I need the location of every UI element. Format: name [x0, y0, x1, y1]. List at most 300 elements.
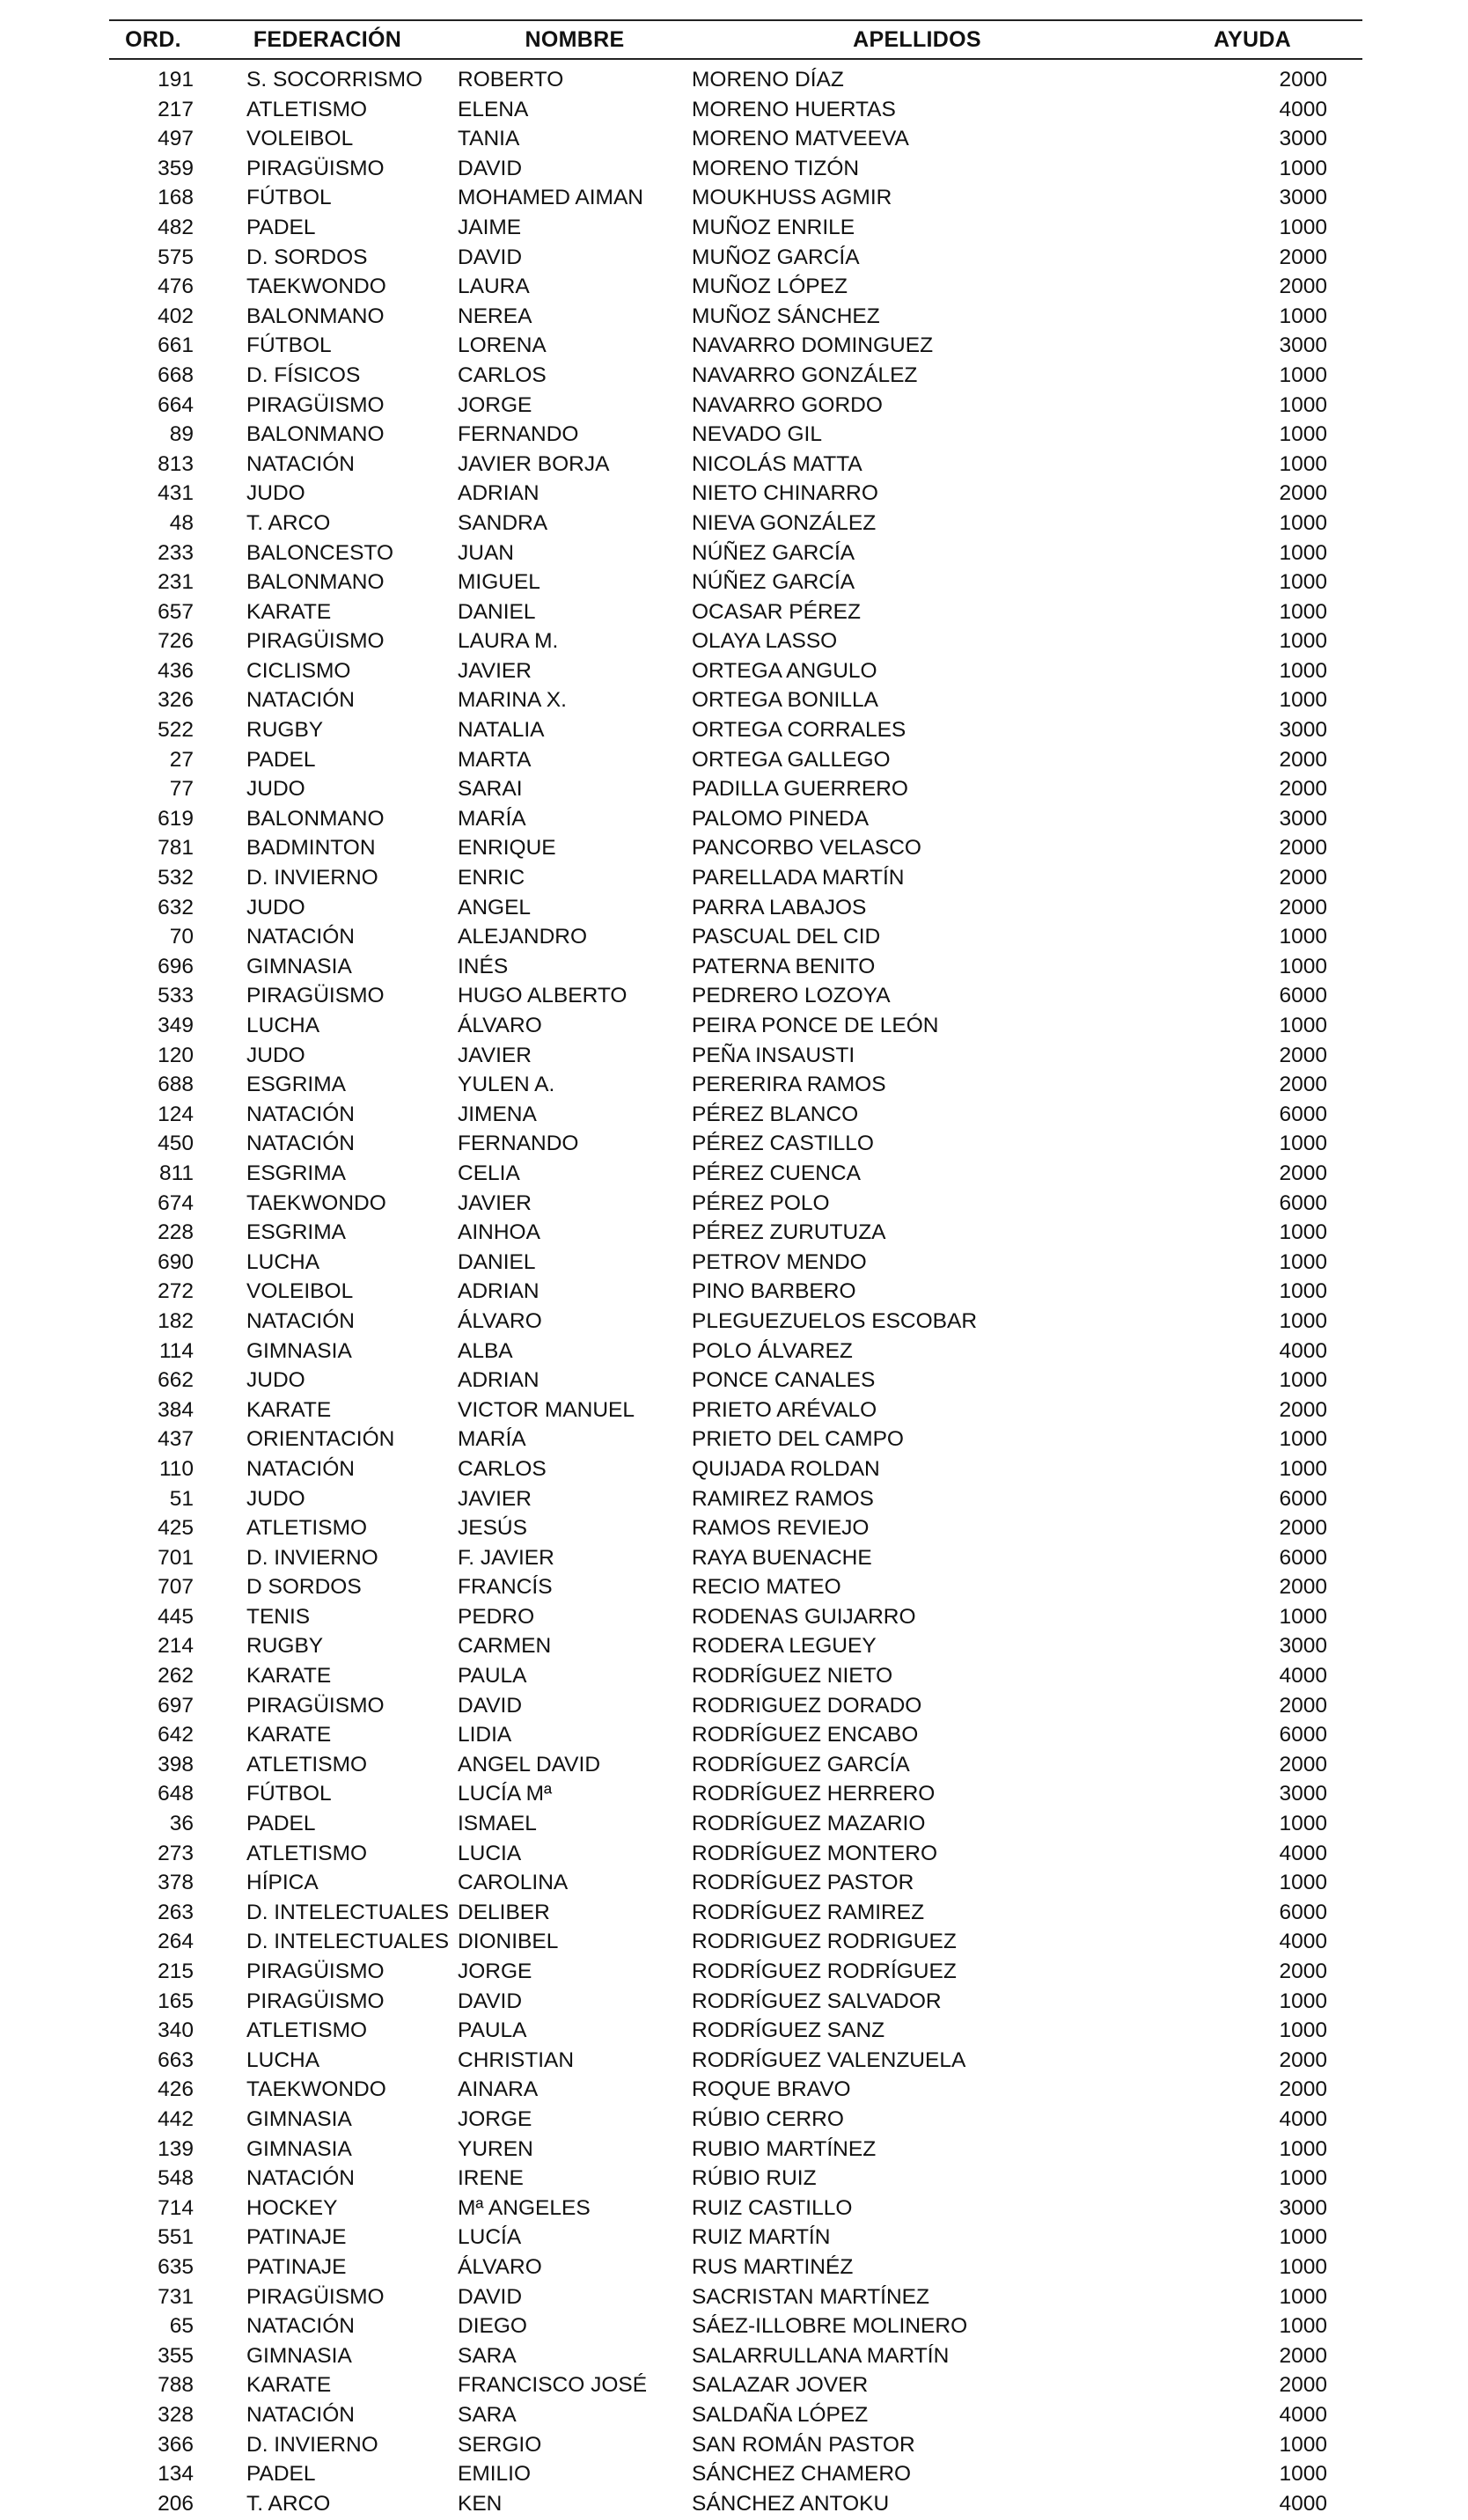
table-row [109, 538, 1362, 568]
cell-ayuda: 1000 [1279, 2136, 1327, 2161]
cell-nombre: SANDRA [458, 510, 548, 535]
cell-nombre: ADRIAN [458, 481, 539, 506]
cell-federacion: NATACIÓN [246, 688, 355, 713]
cell-nombre: ÁLVARO [458, 1308, 542, 1333]
cell-federacion: BALONMANO [246, 304, 385, 328]
cell-ord: 110 [158, 1456, 194, 1481]
cell-ayuda: 6000 [1279, 1190, 1327, 1215]
cell-ayuda: 1000 [1279, 1279, 1327, 1304]
cell-ayuda: 3000 [1279, 2195, 1327, 2220]
cell-ord: 134 [158, 2462, 194, 2487]
cell-nombre: CAROLINA [458, 1871, 569, 1895]
cell-ayuda: 1000 [1279, 510, 1327, 535]
cell-federacion: NATACIÓN [246, 451, 355, 476]
cell-ord: 51 [169, 1486, 194, 1511]
cell-nombre: JUAN [458, 540, 514, 565]
cell-nombre: DIEGO [458, 2314, 527, 2339]
cell-apellidos: RODRIGUEZ RODRIGUEZ [692, 1930, 957, 1954]
cell-apellidos: RODRÍGUEZ RODRÍGUEZ [692, 1960, 957, 1983]
cell-ord: 262 [158, 1664, 194, 1689]
table-row [109, 1602, 1362, 1632]
table-row [109, 1484, 1362, 1514]
cell-apellidos: NIEVA GONZÁLEZ [692, 510, 877, 535]
cell-ayuda: 2000 [1279, 1043, 1327, 1067]
cell-federacion: PADEL [246, 1812, 316, 1836]
cell-federacion: PATINAJE [246, 2225, 347, 2250]
cell-nombre: MARINA X. [458, 688, 567, 713]
cell-federacion: KARATE [246, 599, 332, 624]
cell-ayuda: 1000 [1279, 1249, 1327, 1274]
cell-ord: 664 [158, 392, 194, 417]
cell-apellidos: RUIZ CASTILLO [692, 2195, 853, 2220]
cell-ayuda: 2000 [1279, 777, 1327, 802]
cell-nombre: JORGE [458, 2106, 532, 2131]
cell-ord: 632 [158, 895, 194, 919]
table-row [109, 2370, 1362, 2400]
table-row [109, 1248, 1362, 1278]
cell-apellidos: SALARRULLANA MARTÍN [692, 2343, 950, 2368]
cell-apellidos: SACRISTAN MARTÍNEZ [692, 2284, 929, 2309]
cell-nombre: Mª ANGELES [458, 2195, 591, 2220]
cell-nombre: ADRIAN [458, 1279, 539, 1304]
cell-ord: 668 [158, 363, 194, 387]
cell-federacion: PIRAGÜISMO [246, 1693, 385, 1718]
cell-apellidos: PONCE CANALES [692, 1368, 876, 1393]
cell-ayuda: 1000 [1279, 451, 1327, 476]
cell-ayuda: 1000 [1279, 304, 1327, 328]
cell-ord: 497 [158, 127, 194, 151]
table-row [109, 2400, 1362, 2430]
cell-nombre: ALEJANDRO [458, 925, 588, 949]
cell-ayuda: 3000 [1279, 186, 1327, 210]
cell-federacion: PADEL [246, 747, 316, 772]
cell-nombre: JAVIER [458, 1486, 532, 1511]
cell-ord: 635 [158, 2254, 194, 2279]
cell-nombre: LAURA M. [458, 629, 559, 654]
cell-apellidos: ORTEGA BONILLA [692, 688, 878, 713]
cell-ayuda: 3000 [1279, 1634, 1327, 1659]
cell-apellidos: RUBIO MARTÍNEZ [692, 2136, 877, 2161]
cell-ayuda: 1000 [1279, 2462, 1327, 2487]
cell-federacion: NATACIÓN [246, 1308, 355, 1333]
table-row [109, 1927, 1362, 1957]
table-row [109, 1218, 1362, 1248]
cell-nombre: ALBA [458, 1338, 513, 1363]
cell-ord: 398 [158, 1752, 194, 1776]
cell-federacion: LUCHA [246, 1014, 320, 1037]
cell-federacion: D. INTELECTUALES [246, 1900, 450, 1924]
cell-nombre: DIONIBEL [458, 1930, 559, 1954]
cell-ord: 139 [158, 2136, 194, 2161]
cell-ord: 89 [169, 422, 194, 447]
cell-apellidos: PASCUAL DEL CID [692, 925, 881, 949]
cell-apellidos: SAN ROMÁN PASTOR [692, 2432, 915, 2457]
cell-ord: 714 [158, 2195, 194, 2220]
cell-ayuda: 1000 [1279, 954, 1327, 978]
cell-ord: 264 [158, 1930, 194, 1954]
table-row [109, 804, 1362, 834]
table-row [109, 2135, 1362, 2165]
cell-ord: 165 [158, 1989, 194, 2013]
cell-ord: 548 [158, 2166, 194, 2191]
cell-apellidos: ROQUE BRAVO [692, 2077, 851, 2102]
table-row [109, 2459, 1362, 2489]
cell-ord: 124 [158, 1102, 194, 1126]
table-row [109, 1307, 1362, 1337]
cell-apellidos: RAMIREZ RAMOS [692, 1486, 874, 1511]
cell-ayuda: 4000 [1279, 2106, 1327, 2131]
cell-ayuda: 2000 [1279, 2048, 1327, 2072]
table-row [109, 2164, 1362, 2194]
cell-apellidos: RODRÍGUEZ GARCÍA [692, 1752, 910, 1776]
cell-ayuda: 2000 [1279, 68, 1327, 92]
cell-nombre: MIGUEL [458, 570, 540, 595]
cell-ayuda: 1000 [1279, 2018, 1327, 2043]
cell-apellidos: OCASAR PÉREZ [692, 599, 861, 624]
cell-nombre: VICTOR MANUEL [458, 1397, 635, 1422]
table-row [109, 981, 1362, 1011]
cell-apellidos: ORTEGA GALLEGO [692, 747, 891, 772]
cell-ayuda: 1000 [1279, 1308, 1327, 1333]
cell-federacion: FÚTBOL [246, 186, 332, 210]
cell-apellidos: RODRÍGUEZ VALENZUELA [692, 2048, 966, 2072]
cell-federacion: PIRAGÜISMO [246, 2284, 385, 2309]
cell-ord: 114 [158, 1338, 194, 1363]
cell-nombre: JAVIER [458, 658, 532, 683]
cell-ord: 707 [158, 1575, 194, 1600]
cell-apellidos: MORENO DÍAZ [692, 68, 844, 92]
table-row [109, 272, 1362, 302]
cell-ayuda: 2000 [1279, 2373, 1327, 2398]
cell-ord: 263 [158, 1900, 194, 1924]
cell-nombre: FERNANDO [458, 422, 579, 447]
cell-ayuda: 1000 [1279, 2314, 1327, 2339]
table-header [109, 20, 1362, 59]
cell-nombre: DANIEL [458, 1249, 536, 1274]
cell-ord: 191 [158, 68, 194, 92]
table-row [109, 2489, 1362, 2519]
cell-ayuda: 2000 [1279, 895, 1327, 919]
table-row [109, 2075, 1362, 2105]
cell-ayuda: 6000 [1279, 1486, 1327, 1511]
cell-federacion: HOCKEY [246, 2195, 338, 2220]
cell-federacion: GIMNASIA [246, 2136, 352, 2161]
cell-nombre: HUGO ALBERTO [458, 984, 628, 1008]
cell-ord: 781 [158, 836, 194, 861]
table-row [109, 833, 1362, 863]
cell-nombre: SARA [458, 2343, 517, 2368]
table-row [109, 2341, 1362, 2371]
cell-federacion: NATACIÓN [246, 1132, 355, 1156]
cell-ord: 642 [158, 1723, 194, 1747]
cell-ayuda: 3000 [1279, 333, 1327, 358]
cell-federacion: CICLISMO [246, 658, 351, 683]
table-row [109, 1041, 1362, 1071]
cell-ayuda: 4000 [1279, 1930, 1327, 1954]
table-row [109, 1277, 1362, 1307]
cell-ord: 551 [158, 2225, 194, 2250]
cell-ord: 533 [158, 984, 194, 1008]
cell-ord: 696 [158, 954, 194, 978]
cell-apellidos: RAYA BUENACHE [692, 1545, 872, 1570]
cell-nombre: MOHAMED AIMAN [458, 186, 643, 210]
cell-nombre: CARMEN [458, 1634, 552, 1659]
table-row [109, 1337, 1362, 1366]
cell-ayuda: 3000 [1279, 127, 1327, 151]
cell-apellidos: MUÑOZ ENRILE [692, 215, 855, 239]
cell-apellidos: ORTEGA ANGULO [692, 658, 877, 683]
cell-nombre: ANGEL DAVID [458, 1752, 601, 1776]
cell-ayuda: 1000 [1279, 1220, 1327, 1245]
cell-nombre: KEN [458, 2491, 503, 2516]
table-body [109, 59, 1362, 2518]
cell-apellidos: RODRÍGUEZ HERRERO [692, 1782, 936, 1806]
table-row [109, 361, 1362, 391]
cell-ayuda: 6000 [1279, 1723, 1327, 1747]
cell-ord: 425 [158, 1516, 194, 1541]
cell-ord: 674 [158, 1190, 194, 1215]
cell-nombre: AINARA [458, 2077, 539, 2102]
cell-nombre: MARÍA [458, 806, 526, 831]
cell-ayuda: 1000 [1279, 1812, 1327, 1836]
cell-ayuda: 6000 [1279, 1102, 1327, 1126]
cell-ord: 813 [158, 451, 194, 476]
cell-apellidos: PATERNA BENITO [692, 954, 876, 978]
cell-federacion: KARATE [246, 1723, 332, 1747]
table-row [109, 1513, 1362, 1543]
cell-nombre: DAVID [458, 1989, 523, 2013]
cell-federacion: D SORDOS [246, 1575, 362, 1600]
cell-ayuda: 2000 [1279, 245, 1327, 269]
cell-federacion: VOLEIBOL [246, 127, 354, 151]
cell-federacion: BALONCESTO [246, 540, 394, 565]
cell-ord: 811 [158, 1161, 194, 1185]
cell-nombre: CHRISTIAN [458, 2048, 575, 2072]
cell-ord: 215 [158, 1960, 194, 1983]
cell-nombre: ENRIQUE [458, 836, 556, 861]
cell-ord: 450 [158, 1132, 194, 1156]
cell-nombre: ADRIAN [458, 1368, 539, 1393]
table-row [109, 1100, 1362, 1130]
cell-nombre: LUCÍA Mª [458, 1782, 553, 1806]
aid-recipients-table [109, 19, 1362, 2518]
cell-federacion: RUGBY [246, 718, 324, 743]
cell-nombre: YULEN A. [458, 1073, 555, 1097]
cell-federacion: D. SORDOS [246, 245, 368, 269]
table-row [109, 745, 1362, 775]
table-row [109, 2223, 1362, 2253]
cell-ayuda: 2000 [1279, 1516, 1327, 1541]
cell-apellidos: RUS MARTINÉZ [692, 2254, 854, 2279]
cell-ayuda: 4000 [1279, 2491, 1327, 2516]
table-row [109, 2046, 1362, 2076]
cell-nombre: ELENA [458, 97, 529, 121]
table-row [109, 2016, 1362, 2046]
cell-ayuda: 2000 [1279, 836, 1327, 861]
cell-federacion: JUDO [246, 777, 305, 802]
cell-ayuda: 6000 [1279, 1900, 1327, 1924]
cell-ayuda: 1000 [1279, 422, 1327, 447]
cell-apellidos: RODRÍGUEZ RAMIREZ [692, 1900, 925, 1924]
cell-nombre: FRANCISCO JOSÉ [458, 2373, 648, 2398]
cell-ord: 436 [158, 658, 194, 683]
cell-nombre: ÁLVARO [458, 1014, 542, 1037]
cell-apellidos: SÁEZ-ILLOBRE MOLINERO [692, 2314, 968, 2339]
cell-nombre: SARA [458, 2402, 517, 2427]
table-row [109, 685, 1362, 715]
cell-apellidos: PÉREZ CASTILLO [692, 1132, 874, 1156]
cell-federacion: GIMNASIA [246, 2343, 352, 2368]
header-ord: ORD. [109, 20, 197, 59]
cell-nombre: PEDRO [458, 1604, 535, 1629]
table-row [109, 597, 1362, 627]
cell-nombre: ÁLVARO [458, 2254, 542, 2279]
cell-ayuda: 1000 [1279, 1427, 1327, 1452]
cell-federacion: KARATE [246, 2373, 332, 2398]
cell-apellidos: ORTEGA CORRALES [692, 718, 906, 743]
cell-ord: 662 [158, 1368, 194, 1393]
cell-ayuda: 4000 [1279, 1338, 1327, 1363]
cell-ayuda: 1000 [1279, 570, 1327, 595]
table-row [109, 450, 1362, 480]
cell-nombre: LAURA [458, 275, 530, 299]
cell-federacion: NATACIÓN [246, 1102, 355, 1126]
cell-ayuda: 1000 [1279, 2284, 1327, 2309]
cell-ayuda: 4000 [1279, 2402, 1327, 2427]
cell-ord: 619 [158, 806, 194, 831]
cell-nombre: JAVIER [458, 1043, 532, 1067]
cell-apellidos: RÚBIO RUIZ [692, 2166, 817, 2191]
table-row [109, 1809, 1362, 1839]
cell-ayuda: 1000 [1279, 2225, 1327, 2250]
cell-apellidos: PEDRERO LOZOYA [692, 984, 891, 1008]
cell-ayuda: 1000 [1279, 1014, 1327, 1037]
cell-federacion: VOLEIBOL [246, 1279, 354, 1304]
cell-nombre: JAVIER [458, 1190, 532, 1215]
cell-federacion: ESGRIMA [246, 1161, 346, 1185]
cell-ord: 437 [158, 1427, 194, 1452]
cell-federacion: PIRAGÜISMO [246, 629, 385, 654]
cell-apellidos: RODRÍGUEZ SALVADOR [692, 1989, 942, 2013]
cell-apellidos: PARELLADA MARTÍN [692, 866, 905, 890]
header-row [109, 20, 1362, 59]
cell-federacion: FÚTBOL [246, 1782, 332, 1806]
cell-federacion: LUCHA [246, 2048, 320, 2072]
cell-federacion: PIRAGÜISMO [246, 984, 385, 1008]
cell-apellidos: PALOMO PINEDA [692, 806, 870, 831]
cell-apellidos: OLAYA LASSO [692, 629, 838, 654]
cell-federacion: TAEKWONDO [246, 275, 386, 299]
table-row [109, 626, 1362, 656]
cell-apellidos: PRIETO DEL CAMPO [692, 1427, 904, 1452]
cell-federacion: BADMINTON [246, 836, 376, 861]
cell-nombre: DAVID [458, 2284, 523, 2309]
cell-ord: 366 [158, 2432, 194, 2457]
cell-federacion: NATACIÓN [246, 2166, 355, 2191]
cell-nombre: JESÚS [458, 1516, 527, 1541]
table-row [109, 331, 1362, 361]
cell-federacion: KARATE [246, 1397, 332, 1422]
cell-nombre: ANGEL [458, 895, 532, 919]
table-row [109, 715, 1362, 745]
cell-apellidos: MOUKHUSS AGMIR [692, 186, 892, 210]
cell-ayuda: 1000 [1279, 2166, 1327, 2191]
cell-nombre: LIDIA [458, 1723, 512, 1747]
cell-nombre: LUCIA [458, 1841, 522, 1865]
table-row [109, 863, 1362, 893]
cell-federacion: JUDO [246, 1486, 305, 1511]
cell-ord: 36 [169, 1812, 194, 1836]
table-row [109, 1750, 1362, 1780]
cell-apellidos: NICOLÁS MATTA [692, 451, 862, 476]
cell-federacion: JUDO [246, 1368, 305, 1393]
cell-federacion: D. FÍSICOS [246, 363, 361, 387]
cell-federacion: KARATE [246, 1664, 332, 1689]
cell-federacion: ESGRIMA [246, 1073, 346, 1097]
cell-apellidos: RODRÍGUEZ SANZ [692, 2018, 885, 2043]
cell-ord: 726 [158, 629, 194, 654]
cell-apellidos: PÉREZ ZURUTUZA [692, 1220, 886, 1245]
cell-federacion: S. SOCORRISMO [246, 68, 423, 92]
cell-nombre: LORENA [458, 333, 547, 358]
cell-federacion: RUGBY [246, 1634, 324, 1659]
table-row [109, 1957, 1362, 1987]
cell-nombre: INÉS [458, 954, 509, 978]
cell-federacion: BALONMANO [246, 806, 385, 831]
cell-federacion: PADEL [246, 215, 316, 239]
cell-federacion: JUDO [246, 895, 305, 919]
cell-federacion: ORIENTACIÓN [246, 1427, 395, 1452]
cell-ayuda: 1000 [1279, 599, 1327, 624]
cell-federacion: T. ARCO [246, 2491, 331, 2516]
cell-ayuda: 1000 [1279, 1132, 1327, 1156]
cell-apellidos: MORENO MATVEEVA [692, 127, 909, 151]
cell-apellidos: MUÑOZ LÓPEZ [692, 275, 848, 299]
table-row [109, 568, 1362, 597]
table-row [109, 1425, 1362, 1454]
cell-apellidos: NAVARRO GORDO [692, 392, 883, 417]
cell-ayuda: 2000 [1279, 481, 1327, 506]
cell-apellidos: PEÑA INSAUSTI [692, 1043, 855, 1067]
cell-apellidos: NAVARRO DOMINGUEZ [692, 333, 934, 358]
cell-ayuda: 1000 [1279, 1604, 1327, 1629]
cell-nombre: CELIA [458, 1161, 520, 1185]
table-row [109, 2253, 1362, 2282]
cell-apellidos: RÚBIO CERRO [692, 2106, 844, 2131]
cell-nombre: MARÍA [458, 1427, 526, 1452]
cell-federacion: NATACIÓN [246, 2402, 355, 2427]
cell-nombre: DAVID [458, 1693, 523, 1718]
cell-federacion: JUDO [246, 481, 305, 506]
cell-ord: 228 [158, 1220, 194, 1245]
cell-ayuda: 1000 [1279, 215, 1327, 239]
cell-ayuda: 2000 [1279, 866, 1327, 890]
table-row [109, 656, 1362, 686]
table-row [109, 1543, 1362, 1573]
cell-ord: 657 [158, 599, 194, 624]
cell-apellidos: PEIRA PONCE DE LEÓN [692, 1014, 939, 1037]
cell-ord: 272 [158, 1279, 194, 1304]
cell-apellidos: RODRÍGUEZ NIETO [692, 1664, 893, 1689]
table-row [109, 243, 1362, 273]
table-row [109, 95, 1362, 125]
cell-nombre: FERNANDO [458, 1132, 579, 1156]
table-row [109, 1779, 1362, 1809]
cell-federacion: PADEL [246, 2462, 316, 2487]
cell-ord: 214 [158, 1634, 194, 1659]
table-row [109, 774, 1362, 804]
cell-apellidos: MORENO HUERTAS [692, 97, 896, 121]
